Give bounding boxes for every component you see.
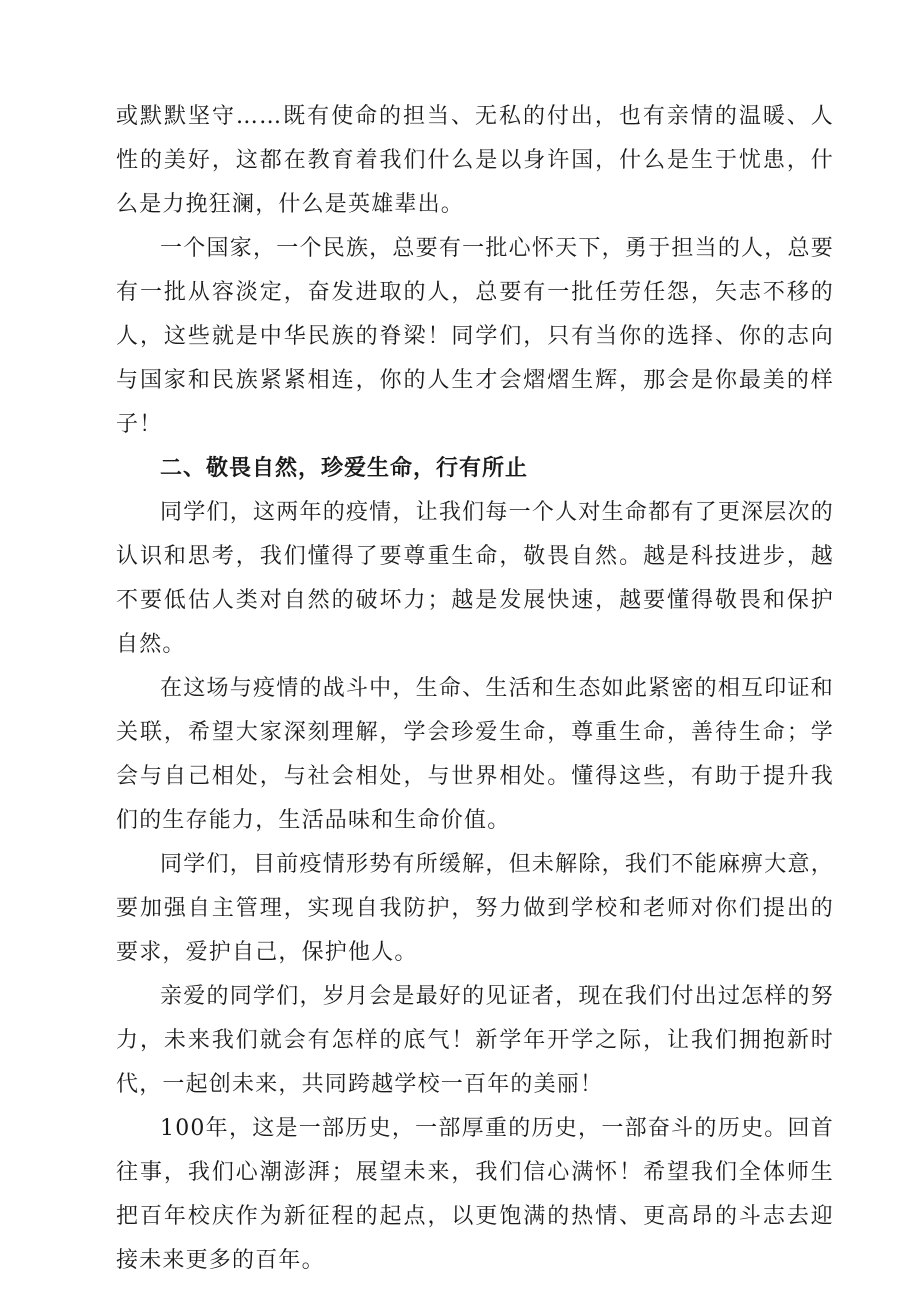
- paragraph-centennial: 100年，这是一部历史，一部厚重的历史，一部奋斗的历史。回首往事，我们心潮澎湃；展望未来，我们信心满怀！希望我们全体师生把百年校庆作为新征程的起点，以更饱满的热情、更高昂的斗志去迎接未来更多的百年。: [116, 1116, 834, 1273]
- paragraph-self-protection: 同学们，目前疫情形势有所缓解，但未解除，我们不能麻痹大意，要加强自主管理，实现自我防护，努力做到学校和老师对你们提出的要求，爱护自己，保护他人。: [116, 852, 834, 965]
- paragraph-new-semester: 亲爱的同学们，岁月会是最好的见证者，现在我们付出过怎样的努力，未来我们就会有怎样的底气！新学年开学之际，让我们拥抱新时代，一起创未来，共同跨越学校一百年的美丽！: [116, 984, 834, 1097]
- section-heading: 二、敬畏自然，珍爱生命，行有所止: [160, 456, 529, 481]
- paragraph-epidemic-reflection: 同学们，这两年的疫情，让我们每一个人对生命都有了更深层次的认识和思考，我们懂得了要尊重生命，敬畏自然。越是科技进步，越不要低估人类对自然的破坏力；越是发展快速，越要懂得敬畏和保护自然。: [116, 500, 834, 657]
- paragraph-continued: 或默默坚守……既有使命的担当、无私的付出，也有亲情的温暖、人性的美好，这都在教育着我们什么是以身许国，什么是生于忧患，什么是力挽狂澜，什么是英雄辈出。: [116, 104, 834, 217]
- document-page: [116, 95, 834, 1283]
- paragraph-cherish-life: 在这场与疫情的战斗中，生命、生活和生态如此紧密的相互印证和关联，希望大家深刻理解，学会珍爱生命，尊重生命，善待生命；学会与自己相处，与社会相处，与世界相处。懂得这些，有助于提升我们的生存能力，生活品味和生命价值。: [116, 676, 834, 833]
- paragraph-nation-backbone: 一个国家，一个民族，总要有一批心怀天下，勇于担当的人，总要有一批从容淡定，奋发进取的人，总要有一批任劳任怨，矢志不移的人，这些就是中华民族的脊梁！同学们，只有当你的选择、你的志向与国家和民族紧紧相连，你的人生才会熠熠生辉，那会是你最美的样子！: [116, 236, 834, 437]
